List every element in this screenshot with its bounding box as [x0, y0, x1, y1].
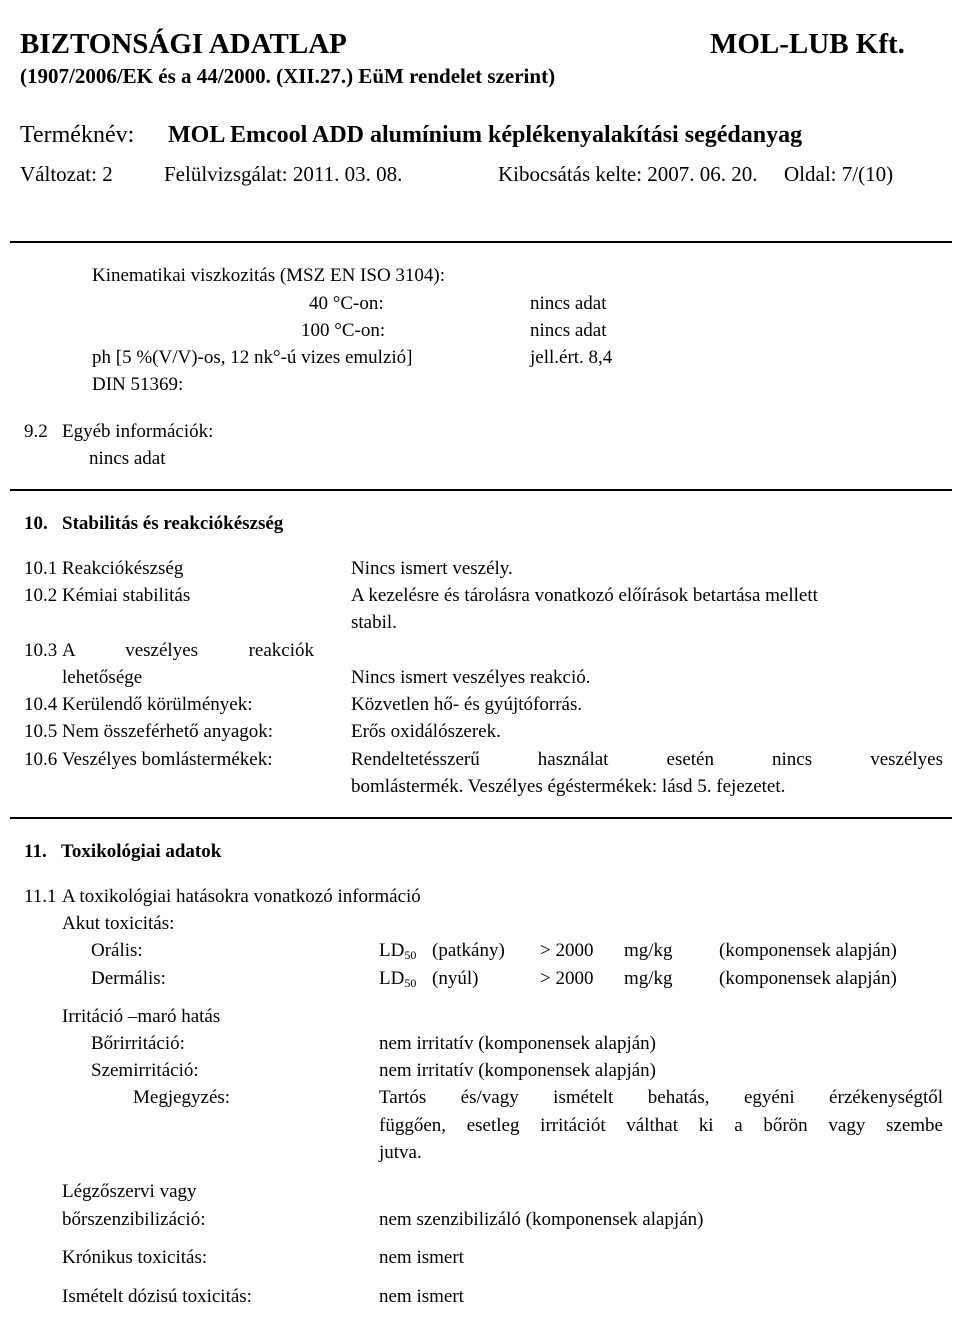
remark-line-2: függően, esetleg irritációt válthat ki a bőrön vagy szembe — [379, 1115, 943, 1136]
item-10-4-value: Közvetlen hő- és gyújtóforrás. — [351, 694, 583, 715]
item-10-1-label: Reakciókészség — [62, 558, 184, 579]
eye-irritation-value: nem irritatív (komponensek alapján) — [379, 1060, 656, 1081]
oral-value: > 2000 — [540, 940, 594, 961]
version: Változat: 2 — [20, 162, 113, 186]
ld-subscript: 50 — [404, 948, 417, 962]
viscosity-heading: Kinematikai viszkozitás (MSZ EN ISO 3104): — [92, 265, 446, 286]
dermal-note: (komponensek alapján) — [719, 968, 897, 989]
ld-label: LD — [379, 940, 405, 961]
dermal-unit: mg/kg — [624, 968, 673, 989]
item-10-5-number: 10.5 — [24, 721, 58, 742]
sensitization-value: nem szenzibilizáló (komponensek alapján) — [379, 1209, 704, 1230]
issue-date: Kibocsátás kelte: 2007. 06. 20. — [498, 162, 758, 186]
item-10-1-value: Nincs ismert veszély. — [351, 558, 513, 579]
product-name: MOL Emcool ADD alumínium képlékenyalakítási segédanyag — [168, 122, 803, 148]
header-divider — [10, 241, 952, 243]
viscosity-100-label: 100 °C-on: — [301, 320, 386, 341]
item-10-1-number: 10.1 — [24, 558, 58, 579]
item-11-1-title: A toxikológiai hatásokra vonatkozó információ — [62, 886, 421, 907]
document-title: BIZTONSÁGI ADATLAP — [20, 28, 347, 60]
page-number: Oldal: 7/(10) — [784, 162, 894, 186]
ld-label: LD — [379, 968, 405, 989]
ph-label: ph [5 %(V/V)-os, 12 nk°-ú vizes emulzió] — [92, 347, 413, 368]
item-10-4-label: Kerülendő körülmények: — [62, 694, 253, 715]
irritation-heading: Irritáció –maró hatás — [62, 1006, 221, 1027]
oral-note: (komponensek alapján) — [719, 940, 897, 961]
remark-line-3: jutva. — [379, 1142, 422, 1163]
item-10-3-value: Nincs ismert veszélyes reakció. — [351, 667, 591, 688]
ph-value: jell.ért. 8,4 — [530, 347, 613, 368]
item-11-1-number: 11.1 — [24, 886, 57, 907]
product-label: Terméknév: — [20, 122, 135, 148]
item-10-6-value-cont: bomlástermék. Veszélyes égéstermékek: lásd 5. fejezetet. — [351, 776, 786, 797]
sensitization-label-2: bőrszenzibilizáció: — [62, 1209, 206, 1230]
dermal-species: (nyúl) — [432, 968, 479, 989]
viscosity-40-value: nincs adat — [530, 293, 607, 314]
item-10-2-number: 10.2 — [24, 585, 58, 606]
ph-method: DIN 51369: — [92, 374, 184, 395]
oral-label: Orális: — [91, 940, 143, 961]
dermal-ld50 — [379, 965, 416, 992]
item-10-3-number: 10.3 — [24, 640, 58, 661]
section-divider — [10, 489, 952, 491]
oral-unit: mg/kg — [624, 940, 673, 961]
section-9-2-value: nincs adat — [89, 448, 166, 469]
viscosity-40-label: 40 °C-on: — [309, 293, 384, 314]
skin-irritation-label: Bőrirritáció: — [91, 1033, 185, 1054]
section-10-number: 10. — [24, 513, 48, 534]
sensitization-label-1: Légzőszervi vagy — [62, 1181, 197, 1202]
section-9-2-number: 9.2 — [24, 421, 48, 442]
item-10-2-value: A kezelésre és tárolásra vonatkozó előírások betartása mellett — [351, 585, 818, 606]
item-10-6-label: Veszélyes bomlástermékek: — [62, 749, 273, 770]
company-name: MOL-LUB Kft. — [710, 28, 905, 60]
remark-line-1: Tartós és/vagy ismételt behatás, egyéni érzékenységtől — [379, 1087, 943, 1108]
section-11-title: Toxikológiai adatok — [61, 841, 222, 862]
item-10-4-number: 10.4 — [24, 694, 58, 715]
section-9-2-title: Egyéb információk: — [62, 421, 214, 442]
section-10-title: Stabilitás és reakciókészség — [62, 513, 284, 534]
regulation-reference: (1907/2006/EK és a 44/2000. (XII.27.) EüM rendelet szerint) — [20, 64, 556, 88]
dermal-label: Dermális: — [91, 968, 166, 989]
remark-label: Megjegyzés: — [133, 1087, 231, 1108]
repeated-dose-toxicity-label: Ismételt dózisú toxicitás: — [62, 1286, 252, 1307]
item-10-3-label-cont: lehetősége — [62, 667, 143, 688]
repeated-dose-toxicity-value: nem ismert — [379, 1286, 464, 1307]
chronic-toxicity-value: nem ismert — [379, 1247, 464, 1268]
item-10-6-value: Rendeltetésszerű használat esetén nincs veszélyes — [351, 749, 943, 770]
revision-date: Felülvizsgálat: 2011. 03. 08. — [164, 162, 403, 186]
oral-ld50 — [379, 937, 416, 964]
dermal-value: > 2000 — [540, 968, 594, 989]
viscosity-100-value: nincs adat — [530, 320, 607, 341]
section-11-number: 11. — [24, 841, 47, 862]
skin-irritation-value: nem irritatív (komponensek alapján) — [379, 1033, 656, 1054]
section-divider — [10, 817, 952, 819]
ld-subscript: 50 — [404, 976, 417, 990]
item-10-5-label: Nem összeférhető anyagok: — [62, 721, 274, 742]
item-10-2-value-cont: stabil. — [351, 612, 397, 633]
acute-toxicity-heading: Akut toxicitás: — [62, 913, 175, 934]
eye-irritation-label: Szemirritáció: — [91, 1060, 199, 1081]
chronic-toxicity-label: Krónikus toxicitás: — [62, 1247, 208, 1268]
item-10-5-value: Erős oxidálószerek. — [351, 721, 501, 742]
oral-species: (patkány) — [432, 940, 505, 961]
item-10-6-number: 10.6 — [24, 749, 58, 770]
item-10-2-label: Kémiai stabilitás — [62, 585, 191, 606]
item-10-3-label: A veszélyes reakciók — [62, 640, 314, 661]
